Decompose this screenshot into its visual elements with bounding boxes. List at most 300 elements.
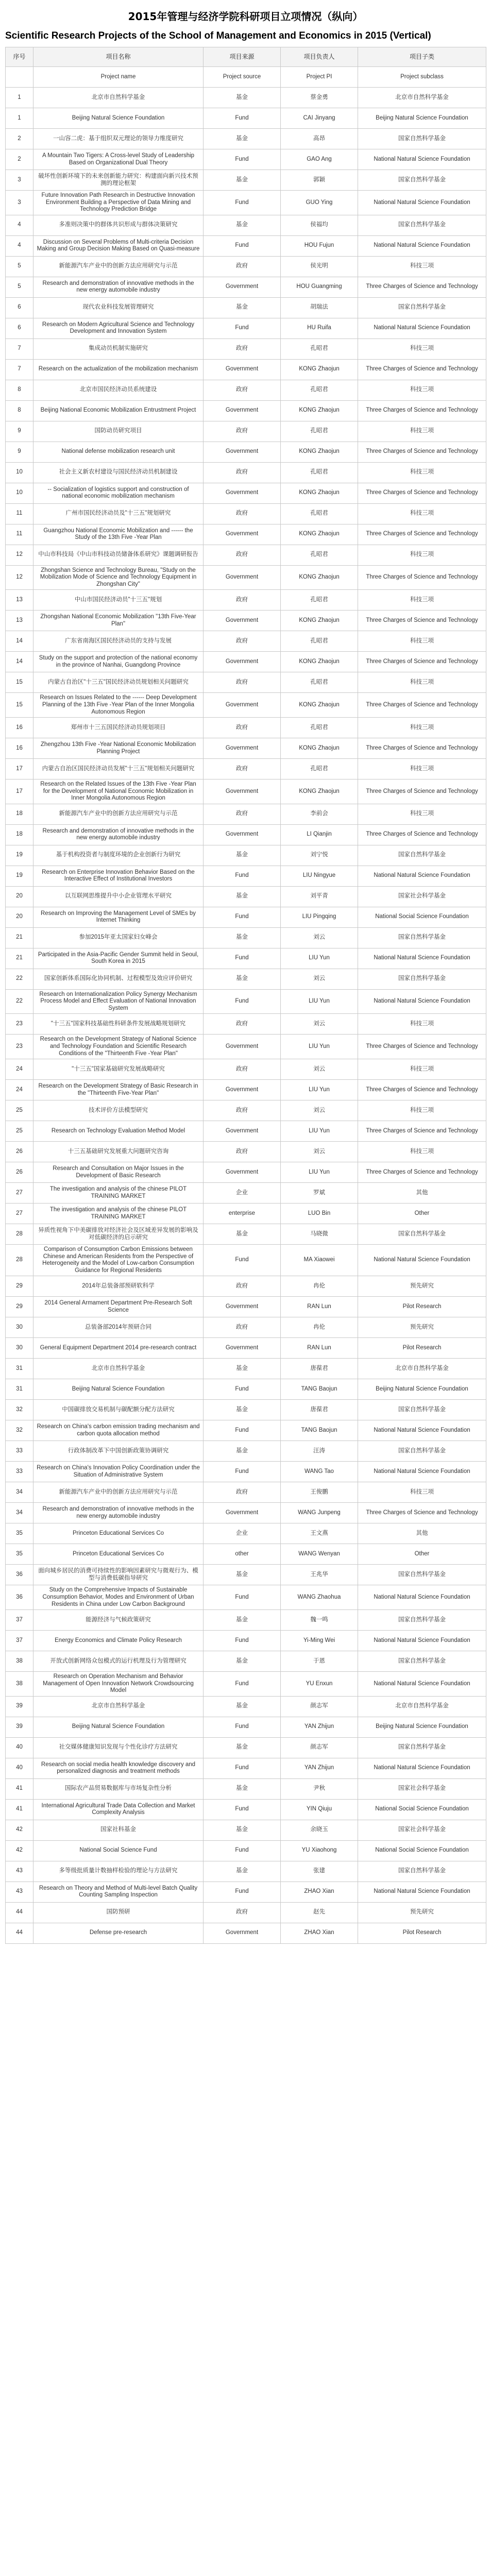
table-row [6,1717,486,1737]
project-pi-cell: 颜志军 [281,1696,358,1717]
row-number: 7 [6,359,33,380]
table-row [6,907,486,927]
page-title-zh: 2015年管理与经济学院科研项目立项情况（纵向） [128,10,363,23]
project-subclass-cell: 科技三项 [358,421,486,442]
project-pi-cell: KONG Zhaojun [281,611,358,631]
project-pi-cell: ZHAO Xian [281,1923,358,1943]
row-number: 11 [6,503,33,524]
project-subclass-cell: National Social Science Foundation [358,1840,486,1861]
project-subclass-cell: 国家自然科学基金 [358,1400,486,1420]
project-name-cell: Research on China's Innovation Policy Coordination under the Situation of Administrative System [33,1462,204,1482]
table-header [6,47,486,67]
project-source-cell: 政府 [204,804,281,824]
row-number: 21 [6,927,33,948]
project-name-cell: Guangzhou National Economic Mobilization and ------ the Study of the 13th Five -Year Plan [33,524,204,545]
project-name-cell: Comparison of Consumption Carbon Emissions between Chinese and American Residents from the Perspective of Heterogeneity and the Model of Low-carbon Consumption Guidance for Regional Residents [33,1245,204,1276]
header-project-source: 项目来源 [204,47,281,67]
project-name-cell: Beijing Natural Science Foundation [33,1717,204,1737]
row-number: 20 [6,886,33,907]
project-subclass-cell: 国家自然科学基金 [358,215,486,235]
row-number: 38 [6,1651,33,1672]
table-row [6,1585,486,1610]
project-source-cell: Government [204,400,281,421]
project-name-cell: 国家创新体系国际化协同机制、过程模型及效应评价研究 [33,969,204,989]
project-subclass-cell: National Natural Science Foundation [358,1672,486,1697]
project-pi-cell: KONG Zhaojun [281,442,358,462]
row-number: 43 [6,1882,33,1902]
project-source-cell: Government [204,738,281,759]
project-pi-cell: 王俊鹏 [281,1482,358,1503]
project-name-cell: Research on Enterprise Innovation Behavior Based on the Interactive Effect of Institutional Investors [33,866,204,886]
project-pi-cell: MA Xiaowei [281,1245,358,1276]
row-number: 16 [6,738,33,759]
project-pi-cell: 余晓玉 [281,1820,358,1840]
projects-table [5,47,486,1944]
table-row [6,1696,486,1717]
table-row [6,1778,486,1799]
project-name-cell: 破坏性创新环境下的未来创新能力研究：构建面向新兴技术预测的理论框架 [33,170,204,191]
table-row [6,1338,486,1359]
project-subclass-cell: 北京市自然科学基金 [358,88,486,108]
project-pi-cell: LIU Ningyue [281,866,358,886]
project-source-cell: Government [204,1121,281,1142]
project-pi-cell: LIU Yun [281,1080,358,1100]
row-number: 35 [6,1523,33,1544]
project-source-cell: Government [204,1162,281,1183]
row-number: 33 [6,1441,33,1462]
row-number: 31 [6,1379,33,1400]
table-row [6,215,486,235]
table-row [6,1441,486,1462]
project-name-cell: Research and demonstration of innovative methods in the new energy automobile industry [33,1503,204,1523]
project-name-cell: 社会主义新农村建设与国民经济动员机制建设 [33,462,204,483]
table-row [6,256,486,277]
project-source-cell: Fund [204,1882,281,1902]
project-source-cell: enterprise [204,1204,281,1224]
project-name-cell: The investigation and analysis of the chinese PILOT TRAINING MARKET [33,1204,204,1224]
table-row [6,1297,486,1317]
table-row [6,1882,486,1902]
project-name-cell: International Agricultural Trade Data Collection and Market Complexity Analysis [33,1799,204,1820]
project-name-cell: General Equipment Department 2014 pre-research contract [33,1338,204,1359]
table-row [6,421,486,442]
project-subclass-cell: Pilot Research [358,1297,486,1317]
project-source-cell: Government [204,611,281,631]
project-name-cell: Discussion on Several Problems of Multi-criteria Decision Making and Group Decision Making Based on Quasi-measure [33,235,204,256]
table-row [6,1204,486,1224]
project-name-cell: National Social Science Fund [33,1840,204,1861]
row-number: 37 [6,1631,33,1651]
project-subclass-cell: 科技三项 [358,631,486,652]
project-subclass-cell: 科技三项 [358,338,486,359]
project-pi-cell: LI Qianjin [281,824,358,845]
table-row [6,503,486,524]
project-source-cell: Project source [204,67,281,88]
project-pi-cell: KONG Zhaojun [281,693,358,718]
row-number: 13 [6,611,33,631]
project-pi-cell: LIU Yun [281,1121,358,1142]
project-name-cell: 内蒙古自治区"十三五"国民经济动员规划相关问题研究 [33,672,204,693]
row-number: 37 [6,1610,33,1631]
row-number: 28 [6,1224,33,1245]
project-source-cell: 基金 [204,1737,281,1758]
project-source-cell: Government [204,693,281,718]
project-pi-cell: WANG Junpeng [281,1503,358,1523]
row-number: 11 [6,524,33,545]
project-name-cell: Zhongshan National Economic Mobilization "13th Five-Year Plan" [33,611,204,631]
project-pi-cell: WANG Wenyan [281,1544,358,1565]
project-pi-cell: 冉伦 [281,1276,358,1297]
project-name-cell: 以互联网思维提升中小企业管理水平研究 [33,886,204,907]
project-subclass-cell: 国家自然科学基金 [358,845,486,866]
table-row [6,1142,486,1162]
project-subclass-cell: National Natural Science Foundation [358,1631,486,1651]
project-name-cell: Research on China's carbon emission trading mechanism and carbon quota allocation method [33,1420,204,1441]
project-source-cell: Fund [204,907,281,927]
project-name-cell: 国家社科基金 [33,1820,204,1840]
project-subclass-cell: 科技三项 [358,256,486,277]
project-name-cell: Research and demonstration of innovative methods in the new energy automobile industry [33,824,204,845]
row-number: 42 [6,1840,33,1861]
table-row [6,297,486,318]
row-number: 15 [6,693,33,718]
table-row [6,672,486,693]
project-name-cell: Research on Modern Agricultural Science and Technology Development and Innovation System [33,318,204,338]
project-pi-cell: YU Enxun [281,1672,358,1697]
table-row [6,277,486,297]
project-source-cell: 政府 [204,1142,281,1162]
project-name-cell: Research on the actualization of the mobilization mechanism [33,359,204,380]
project-pi-cell: KONG Zhaojun [281,565,358,590]
table-row [6,462,486,483]
row-number: 22 [6,969,33,989]
table-header-row [6,47,486,67]
project-pi-cell: Project PI [281,67,358,88]
table-row [6,1317,486,1338]
table-row [6,1379,486,1400]
project-subclass-cell: 科技三项 [358,1142,486,1162]
project-subclass-cell: National Natural Science Foundation [358,149,486,170]
project-name-cell: A Mountain Two Tigers: A Cross-level Study of Leadership Based on Organizational Dual Theory [33,149,204,170]
project-name-cell: Defense pre-research [33,1923,204,1943]
row-number: 14 [6,652,33,672]
project-source-cell: 政府 [204,503,281,524]
project-subclass-cell: 北京市自然科学基金 [358,1359,486,1379]
project-pi-cell: KONG Zhaojun [281,652,358,672]
project-subclass-cell: 国家社会科学基金 [358,1778,486,1799]
project-subclass-cell: Three Charges of Science and Technology [358,824,486,845]
project-source-cell: 基金 [204,1778,281,1799]
row-number: 23 [6,1014,33,1035]
project-name-cell: Future Innovation Path Research in Destructive Innovation Environment Building a Perspective of Data Mining and Technology Prediction Bridge [33,191,204,215]
project-subclass-cell: National Natural Science Foundation [358,318,486,338]
project-source-cell: Government [204,1923,281,1943]
project-subclass-cell: Three Charges of Science and Technology [358,442,486,462]
project-name-cell: 北京市国民经济动员系统建设 [33,380,204,400]
table-row [6,969,486,989]
table-row [6,1631,486,1651]
project-pi-cell: KONG Zhaojun [281,400,358,421]
project-source-cell: Fund [204,1717,281,1737]
row-number: 13 [6,590,33,611]
project-subclass-cell: 科技三项 [358,380,486,400]
project-source-cell: Fund [204,866,281,886]
project-name-cell: 2014 General Armament Department Pre-Research Soft Science [33,1297,204,1317]
project-subclass-cell: National Natural Science Foundation [358,866,486,886]
project-pi-cell: 蔡金勇 [281,88,358,108]
row-number [6,67,33,88]
project-source-cell: 基金 [204,297,281,318]
project-subclass-cell: National Natural Science Foundation [358,1462,486,1482]
project-subclass-cell: National Natural Science Foundation [358,989,486,1014]
project-source-cell: Fund [204,1799,281,1820]
project-source-cell: Fund [204,1585,281,1610]
project-name-cell: 内蒙古自治区国民经济动员发展"十三五"规划相关问题研究 [33,759,204,779]
table-row [6,545,486,565]
table-row [6,1840,486,1861]
table-body [6,67,486,1944]
project-subclass-cell: 国家自然科学基金 [358,1441,486,1462]
row-number: 23 [6,1035,33,1059]
project-source-cell: Fund [204,1631,281,1651]
table-row [6,1503,486,1523]
project-pi-cell: HU Ruifa [281,318,358,338]
table-row [6,1651,486,1672]
row-number: 7 [6,338,33,359]
project-name-cell: Princeton Educational Services Co [33,1544,204,1565]
project-pi-cell: 赵先 [281,1902,358,1923]
project-subclass-cell: 国家自然科学基金 [358,927,486,948]
table-row [6,1820,486,1840]
project-pi-cell: KONG Zhaojun [281,779,358,804]
project-source-cell: 基金 [204,1565,281,1585]
row-number: 29 [6,1297,33,1317]
row-number: 36 [6,1565,33,1585]
project-subclass-cell: Three Charges of Science and Technology [358,483,486,503]
header-no: 序号 [6,47,33,67]
project-subclass-cell: National Natural Science Foundation [358,1758,486,1778]
project-subclass-cell: 科技三项 [358,1482,486,1503]
project-name-cell: 十三五基础研究发展重大问题研究咨询 [33,1142,204,1162]
row-number: 18 [6,804,33,824]
project-name-cell: 2014年总装备部预研软科学 [33,1276,204,1297]
row-number: 41 [6,1799,33,1820]
project-name-cell: "十三五"国家科技基础性科研条件发展战略规划研究 [33,1014,204,1035]
row-number: 17 [6,779,33,804]
project-subclass-cell: 科技三项 [358,804,486,824]
table-row [6,318,486,338]
project-subclass-cell: 科技三项 [358,759,486,779]
row-number: 34 [6,1482,33,1503]
project-pi-cell: 孔昭君 [281,631,358,652]
project-pi-cell: 刘云 [281,969,358,989]
project-subclass-cell: Three Charges of Science and Technology [358,738,486,759]
project-subclass-cell: Three Charges of Science and Technology [358,1121,486,1142]
table-row [6,611,486,631]
row-number: 8 [6,380,33,400]
table-row [6,1799,486,1820]
project-source-cell: 基金 [204,1400,281,1420]
project-pi-cell: 刘云 [281,1100,358,1121]
project-source-cell: Government [204,652,281,672]
table-row [6,1482,486,1503]
row-number: 3 [6,191,33,215]
project-source-cell: 基金 [204,1441,281,1462]
project-source-cell: 政府 [204,421,281,442]
project-name-cell: 中国碳排放交易机制与碳配额分配方法研究 [33,1400,204,1420]
project-pi-cell: 刘云 [281,1014,358,1035]
project-source-cell: Fund [204,1379,281,1400]
project-subclass-cell: Three Charges of Science and Technology [358,779,486,804]
table-row [6,108,486,129]
project-source-cell: Government [204,1080,281,1100]
table-row [6,1059,486,1080]
project-pi-cell: YAN Zhijun [281,1758,358,1778]
table-row [6,1923,486,1943]
row-number: 17 [6,759,33,779]
project-pi-cell: KONG Zhaojun [281,483,358,503]
project-subclass-cell: 国家自然科学基金 [358,1565,486,1585]
project-source-cell: 政府 [204,1100,281,1121]
row-number: 2 [6,149,33,170]
project-name-cell: 开放式创新网络众包模式的运行机理及行为管理研究 [33,1651,204,1672]
row-number: 26 [6,1162,33,1183]
project-pi-cell: 唐葆君 [281,1400,358,1420]
row-number: 24 [6,1080,33,1100]
project-pi-cell: 于恩 [281,1651,358,1672]
page-title-en: Scientific Research Projects of the School of Management and Economics in 2015 (Vertical) [5,30,431,41]
table-row [6,590,486,611]
project-source-cell: Fund [204,191,281,215]
project-subclass-cell: National Natural Science Foundation [358,235,486,256]
project-subclass-cell: 科技三项 [358,672,486,693]
project-name-cell: 国防预研 [33,1902,204,1923]
table-row [6,1183,486,1204]
header-project-name: 项目名称 [33,47,204,67]
row-number: 29 [6,1276,33,1297]
row-number: 2 [6,129,33,149]
project-subclass-cell: 科技三项 [358,545,486,565]
table-row [6,1902,486,1923]
project-subclass-cell: Three Charges of Science and Technology [358,1080,486,1100]
project-pi-cell: 刘云 [281,1059,358,1080]
project-subclass-cell: 科技三项 [358,1014,486,1035]
project-source-cell: 政府 [204,338,281,359]
project-pi-cell: 冉伦 [281,1317,358,1338]
project-subclass-cell: 科技三项 [358,1100,486,1121]
project-name-cell: Project name [33,67,204,88]
table-row [6,652,486,672]
project-source-cell: Fund [204,948,281,969]
project-source-cell: Fund [204,108,281,129]
project-name-cell: -- Socialization of logistics support and construction of national economic mobilization mechanism [33,483,204,503]
row-number: 19 [6,866,33,886]
row-number: 32 [6,1420,33,1441]
table-row [6,338,486,359]
project-name-cell: Energy Economics and Climate Policy Research [33,1631,204,1651]
project-subclass-cell: 北京市自然科学基金 [358,1696,486,1717]
table-row [6,1276,486,1297]
row-number: 27 [6,1204,33,1224]
project-source-cell: 政府 [204,631,281,652]
table-row [6,1523,486,1544]
project-source-cell: 基金 [204,1359,281,1379]
project-source-cell: 基金 [204,969,281,989]
row-number: 18 [6,824,33,845]
project-subclass-cell: Three Charges of Science and Technology [358,1035,486,1059]
table-row [6,693,486,718]
project-source-cell: 企业 [204,1183,281,1204]
table-row [6,1420,486,1441]
table-row [6,1672,486,1697]
project-name-cell: Beijing Natural Science Foundation [33,108,204,129]
row-number: 43 [6,1861,33,1882]
project-pi-cell: LUO Bin [281,1204,358,1224]
project-pi-cell: 王兆华 [281,1565,358,1585]
project-pi-cell: 孔昭君 [281,718,358,738]
project-name-cell: The investigation and analysis of the chinese PILOT TRAINING MARKET [33,1183,204,1204]
project-source-cell: 基金 [204,88,281,108]
project-pi-cell: 李前会 [281,804,358,824]
project-name-cell: 国防动员研究项目 [33,421,204,442]
project-pi-cell: 刘平青 [281,886,358,907]
project-source-cell: Government [204,1035,281,1059]
table-row [6,191,486,215]
table-row [6,989,486,1014]
project-subclass-cell: Other [358,1204,486,1224]
project-source-cell: Fund [204,318,281,338]
project-subclass-cell: 国家自然科学基金 [358,969,486,989]
project-name-cell: Participated in the Asia-Pacific Gender Summit held in Seoul, South Korea in 2015 [33,948,204,969]
table-row [6,359,486,380]
row-number: 32 [6,1400,33,1420]
project-name-cell: 基于机构投资者与制度环境的企业创新行为研究 [33,845,204,866]
project-source-cell: Government [204,359,281,380]
project-pi-cell: 孔昭君 [281,338,358,359]
project-name-cell: Study on the Comprehensive Impacts of Sustainable Consumption Behavior, Modes and Environment of Urban Residents in China under Low Carbon Background [33,1585,204,1610]
row-number: 36 [6,1585,33,1610]
project-name-cell: 新能源汽车产业中的创新方法应用研究与示范 [33,256,204,277]
table-row [6,824,486,845]
row-number: 42 [6,1820,33,1840]
project-pi-cell: 罗斌 [281,1183,358,1204]
row-number: 15 [6,672,33,693]
project-subclass-cell: National Natural Science Foundation [358,191,486,215]
project-subclass-cell: National Social Science Foundation [358,907,486,927]
row-number: 22 [6,989,33,1014]
row-number: 41 [6,1778,33,1799]
table-row [6,718,486,738]
project-subclass-cell: 国家自然科学基金 [358,1737,486,1758]
project-source-cell: 政府 [204,718,281,738]
project-pi-cell: 王文燕 [281,1523,358,1544]
table-row [6,149,486,170]
project-pi-cell: LIU Yun [281,1035,358,1059]
project-subclass-cell: 其他 [358,1523,486,1544]
table-row [6,1014,486,1035]
row-number: 8 [6,400,33,421]
project-source-cell: 政府 [204,759,281,779]
project-source-cell: 基金 [204,1651,281,1672]
table-row [6,1224,486,1245]
project-source-cell: 基金 [204,1820,281,1840]
table-row [6,631,486,652]
table-row [6,129,486,149]
row-number: 35 [6,1544,33,1565]
project-pi-cell: 刘云 [281,927,358,948]
project-subclass-cell: 国家自然科学基金 [358,297,486,318]
project-name-cell: 一山容二虎：基于组织双元理论的领导力维度研究 [33,129,204,149]
